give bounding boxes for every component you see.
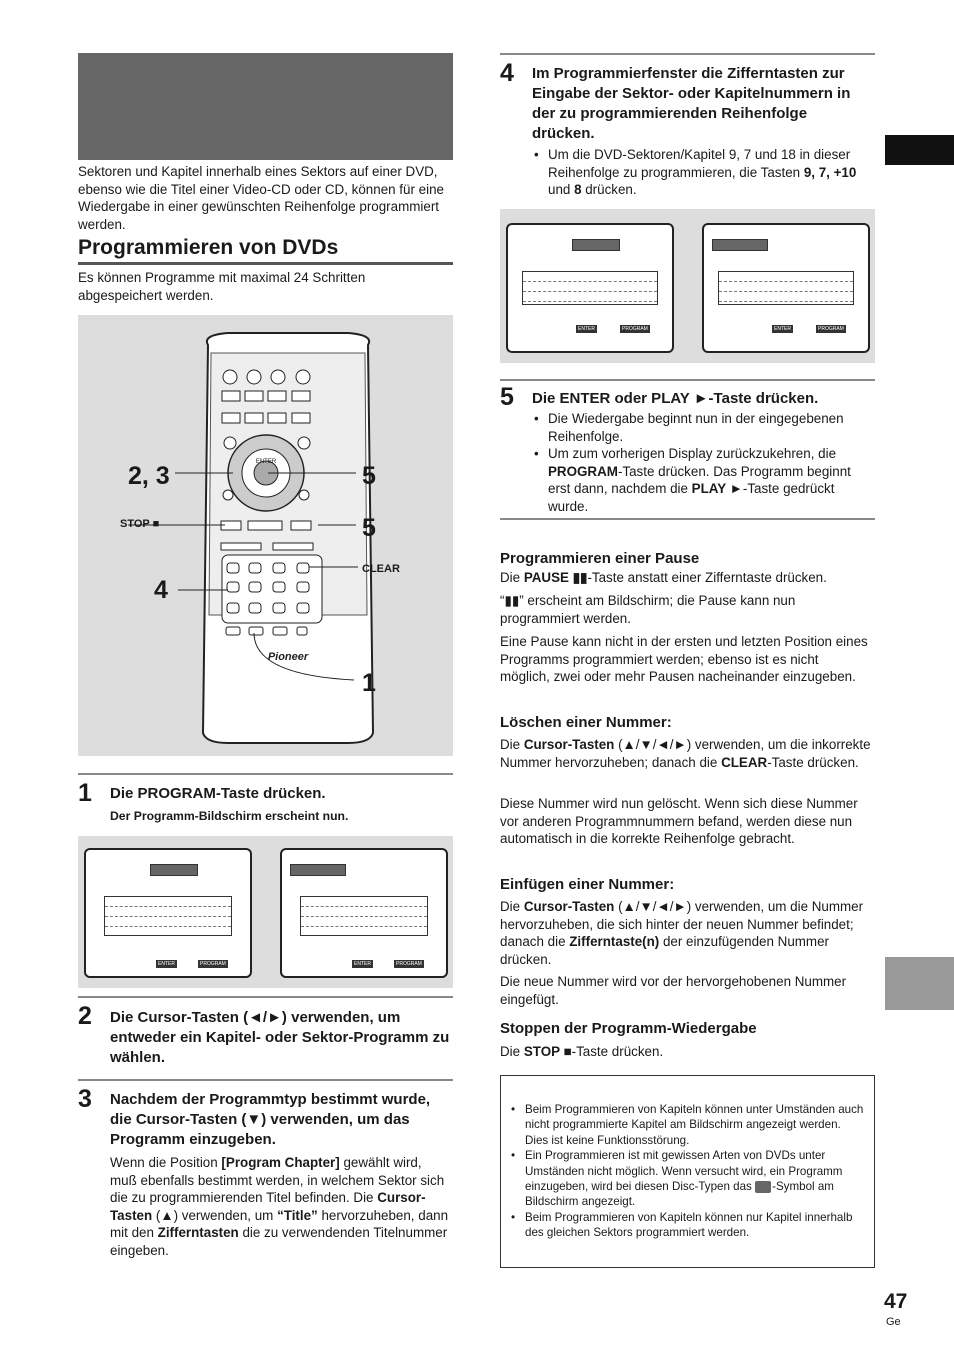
- section-rule: [78, 262, 453, 265]
- screen-1b-enter: ENTER: [354, 961, 371, 967]
- label-1: 1: [362, 669, 376, 697]
- side-tab-grey: [885, 957, 954, 1010]
- label-clear: CLEAR: [362, 563, 400, 575]
- remote-figure: [78, 315, 453, 756]
- screen-4a-enter: ENTER: [578, 326, 595, 332]
- delete-p1: Die Cursor-Tasten (▲/▼/◄/►) verwenden, um die inkorrekte Nummer hervorzuheben; danach die CLEAR-Taste drücken.: [500, 737, 871, 770]
- step1-number: 1: [78, 779, 92, 807]
- stop-title: Stoppen der Programm-Wiedergabe: [500, 1020, 757, 1037]
- delete-title: Löschen einer Nummer:: [500, 714, 672, 731]
- note-3: • Beim Programmieren von Kapiteln können nur Kapitel innerhalb des gleichen Sektors programmiert werden.: [511, 1210, 866, 1241]
- notes-box: [500, 1075, 875, 1268]
- label-5b: 5: [362, 514, 376, 542]
- side-tab-black: [885, 135, 954, 165]
- step3-rule: [78, 1079, 453, 1081]
- screen-4a-program: PROGRAM: [622, 326, 648, 332]
- intro-text: Sektoren und Kapitel innerhalb eines Sektors auf einer DVD, ebenso wie die Titel einer Video-CD oder CD, können für eine Wiedergabe in einer gewünschten Reihenfolge programmiert werden.: [78, 164, 444, 232]
- screen-1b-program: PROGRAM: [396, 961, 422, 967]
- step1-title: Die PROGRAM-Taste drücken.: [110, 785, 326, 802]
- step3-body: Wenn die Position [Program Chapter] gewählt wird, muß ebenfalls bestimmt werden, in welchem Sektor sich die zu programmierenden Titel befinden. Die Cursor-Tasten (▲) verwenden, um “Title” hervorzuheben, dann mit den Zifferntasten die zu verwendenden Titelnummer eingeben.: [110, 1155, 449, 1258]
- step2-number: 2: [78, 1002, 92, 1030]
- stop-p1: Die STOP ■-Taste drücken.: [500, 1044, 664, 1059]
- step4-rule: [500, 53, 875, 55]
- step5-bullet-2: • Um zum vorherigen Display zurückzukehren, die PROGRAM-Taste drücken. Das Programm beginnt erst dann, nachdem die PLAY ►-Taste gedrückt wurde.: [534, 445, 876, 515]
- section-sub: Es können Programme mit maximal 24 Schritten abgespeichert werden.: [78, 270, 366, 303]
- label-5a: 5: [362, 462, 376, 490]
- insert-p2: Die neue Nummer wird vor der hervorgehobenen Nummer eingefügt.: [500, 974, 847, 1007]
- screen-1a-enter: ENTER: [158, 961, 175, 967]
- step4-number: 4: [500, 59, 514, 87]
- remote-control-illustration: [78, 315, 453, 756]
- label-2-3: 2, 3: [128, 462, 170, 490]
- step5-bullet-1: • Die Wiedergabe beginnt nun in der eingegebenen Reihenfolge.: [534, 410, 876, 445]
- step1-sub: Der Programm-Bildschirm erscheint nun.: [110, 809, 349, 823]
- screen-4b-enter: ENTER: [774, 326, 791, 332]
- label-stop: STOP ■: [120, 518, 160, 530]
- step4-bullets: [534, 146, 874, 199]
- pause-p3: Eine Pause kann nicht in der ersten und letzten Position eines Programms programmiert werden; ebenso ist es nicht möglich, zwei oder mehr Pausen nacheinander einzugeben.: [500, 634, 868, 684]
- remote-enter: ENTER: [255, 459, 277, 465]
- section-title: Programmieren von DVDs: [78, 236, 339, 259]
- pause-title: Programmieren einer Pause: [500, 550, 700, 567]
- delete-p2: Diese Nummer wird nun gelöscht. Wenn sich diese Nummer vor anderen Programmnummern befand, werden diese nun automatisch in die korrekte Reihenfolge gebracht.: [500, 796, 858, 846]
- disc-prohibit-icon: [755, 1181, 771, 1193]
- insert-title: Einfügen einer Nummer:: [500, 876, 675, 893]
- step5-bullets: [534, 410, 876, 515]
- step4-title: Im Programmierfenster die Zifferntasten zur Eingabe der Sektor- oder Kapitelnummern in der zu programmierenden Reihenfolge drücken.: [532, 65, 851, 142]
- step3-number: 3: [78, 1085, 92, 1113]
- screen-4a: [506, 223, 674, 353]
- insert-p1: Die Cursor-Tasten (▲/▼/◄/►) verwenden, um die Nummer hervorzuheben, die sich hinter der neuen Nummer befindet; danach die Zifferntaste(n) der einzufügenden Nummer drücken.: [500, 899, 864, 967]
- label-4: 4: [154, 576, 168, 604]
- pause-p2: “▮▮” erscheint am Bildschirm; die Pause kann nun programmiert werden.: [500, 593, 796, 626]
- step5-number: 5: [500, 383, 514, 411]
- screen-4b-program: PROGRAM: [818, 326, 844, 332]
- step2-rule: [78, 996, 453, 998]
- step5-title: Die ENTER oder PLAY ►-Taste drücken.: [532, 390, 819, 407]
- note-2: • Ein Programmieren ist mit gewissen Arten von DVDs unter Umständen nicht möglich. Wenn versucht wird, ein Programm einzugeben, wird bei diesen Disc-Typen das -Symbol am Bildschirm angezeigt.: [511, 1148, 866, 1210]
- screen-1b: [280, 848, 448, 978]
- screen-1a: [84, 848, 252, 978]
- step3-title: Nachdem der Programmtyp bestimmt wurde, die Cursor-Tasten (▼) verwenden, um das Programm einzugeben.: [110, 1091, 431, 1148]
- step5-rule: [500, 379, 875, 381]
- step2-title: Die Cursor-Tasten (◄/►) verwenden, um entweder ein Kapitel- oder Sektor-Programm zu wählen.: [110, 1009, 450, 1066]
- step4-screens: [500, 209, 875, 363]
- screen-1a-program: PROGRAM: [200, 961, 226, 967]
- notes-list: [511, 1102, 866, 1241]
- step1-screens: [78, 836, 453, 988]
- page-number: 47: [884, 1290, 908, 1313]
- screen-4b: [702, 223, 870, 353]
- step1-rule: [78, 773, 453, 775]
- page-lang: Ge: [886, 1316, 901, 1328]
- remote-brand: Pioneer: [267, 651, 309, 663]
- pause-p1: Die PAUSE ▮▮-Taste anstatt einer Zifferntaste drücken.: [500, 570, 827, 585]
- note-1: • Beim Programmieren von Kapiteln können unter Umständen auch nicht programmierte Kapitel am Bildschirm angezeigt werden. Dies ist keine Funktionsstörung.: [511, 1102, 866, 1148]
- step4-bullet: • Um die DVD-Sektoren/Kapitel 9, 7 und 18 in dieser Reihenfolge zu programmieren, die Tasten 9, 7, +10 und 8 drücken.: [534, 146, 874, 199]
- step5-end-rule: [500, 518, 875, 520]
- header-banner: [78, 53, 453, 160]
